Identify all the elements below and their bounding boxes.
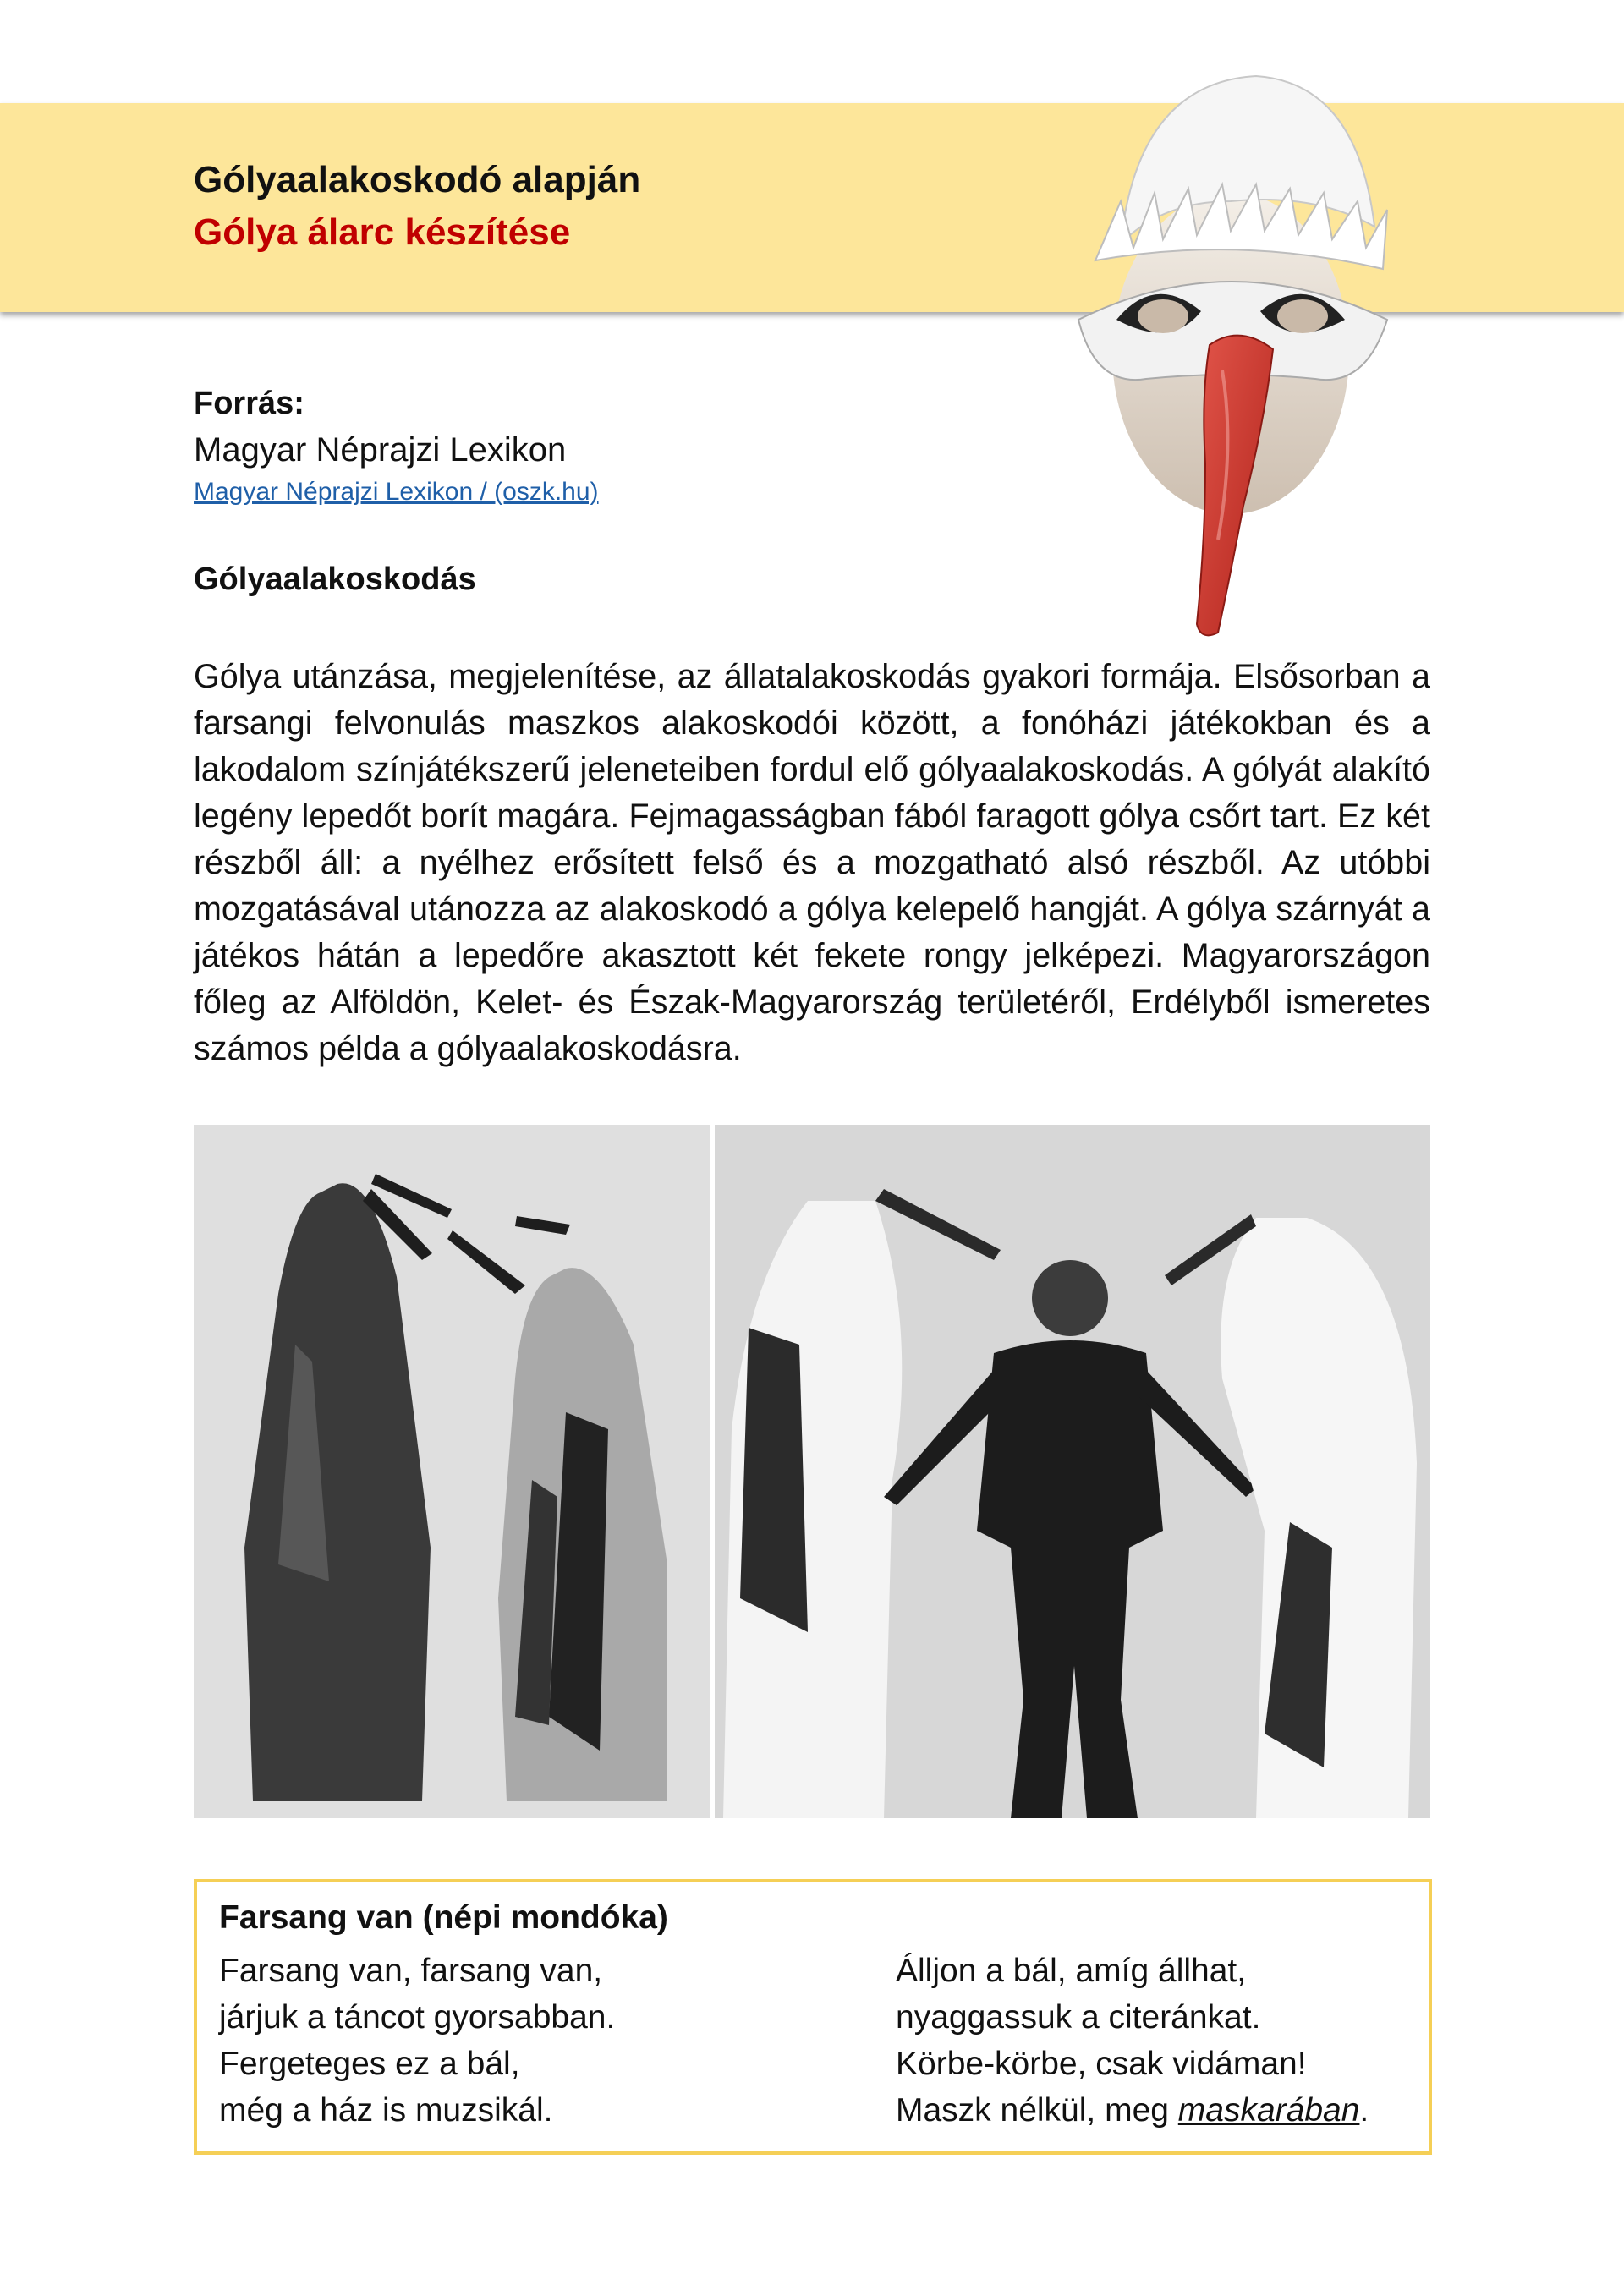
source-name: Magyar Néprajzi Lexikon <box>194 431 567 469</box>
section-title: Gólyaalakoskodás <box>194 562 476 597</box>
stork-mask-image <box>1062 66 1400 649</box>
stork-costume-photo-left <box>194 1125 710 1818</box>
poem-emphasis-word: maskarában <box>1177 2092 1360 2129</box>
poem-line-last <box>896 2087 1369 2134</box>
poem-line: Körbe-körbe, csak vidáman! <box>896 2046 1307 2082</box>
poem-title: Farsang van (népi mondóka) <box>219 1899 668 1936</box>
poem-line: nyaggassuk a citeránkat. <box>896 1999 1261 2036</box>
poem-left-column <box>219 1948 615 2134</box>
source-link[interactable]: Magyar Néprajzi Lexikon / (oszk.hu) <box>194 478 599 506</box>
poem-line: Fergeteges ez a bál, <box>219 2046 520 2082</box>
source-label: Forrás: <box>194 386 304 421</box>
stork-costume-photo-right <box>715 1125 1430 1818</box>
poem-right-column <box>896 1948 1369 2134</box>
page-subtitle: Gólya álarc készítése <box>194 211 571 253</box>
page-title: Gólyaalakoskodó alapján <box>194 159 641 200</box>
poem-line: járjuk a táncot gyorsabban. <box>219 1999 616 2036</box>
poem-line: Álljon a bál, amíg állhat, <box>896 1953 1247 1989</box>
poem-line-last-prefix: Maszk nélkül, meg <box>896 2092 1178 2129</box>
poem-line-last-suffix: . <box>1359 2092 1369 2129</box>
poem-line: még a ház is muzsikál. <box>219 2092 553 2129</box>
poem-box <box>194 1879 1432 2155</box>
poem-line: Farsang van, farsang van, <box>219 1953 603 1989</box>
section-body: Gólya utánzása, megjelenítése, az állatalakoskodás gyakori formája. Elsősorban a farsangi felvonulás maszkos alakoskodói között, a fonóházi játékokban és a lakodalom színjátékszerű jeleneteiben fordul elő gólyaalakoskodás. A gólyát alakító legény lepedőt borít magára. Fejmagasságban fából faragott gólya csőrt tart. Ez két részből áll: a nyélhez erősített felső és a mozgatható alsó részből. Az utóbbi mozgatásával utánozza az alakoskodó a gólya kelepelő hangját. A gólya szárnyát a játékos hátán a lepedőre akasztott két fekete rongy jelképezi. Magyarországon főleg az Alföldön, Kelet- és Észak-Magyarország területéről, Erdélyből ismeretes számos példa a gólyaalakoskodásra. <box>194 658 1430 1067</box>
